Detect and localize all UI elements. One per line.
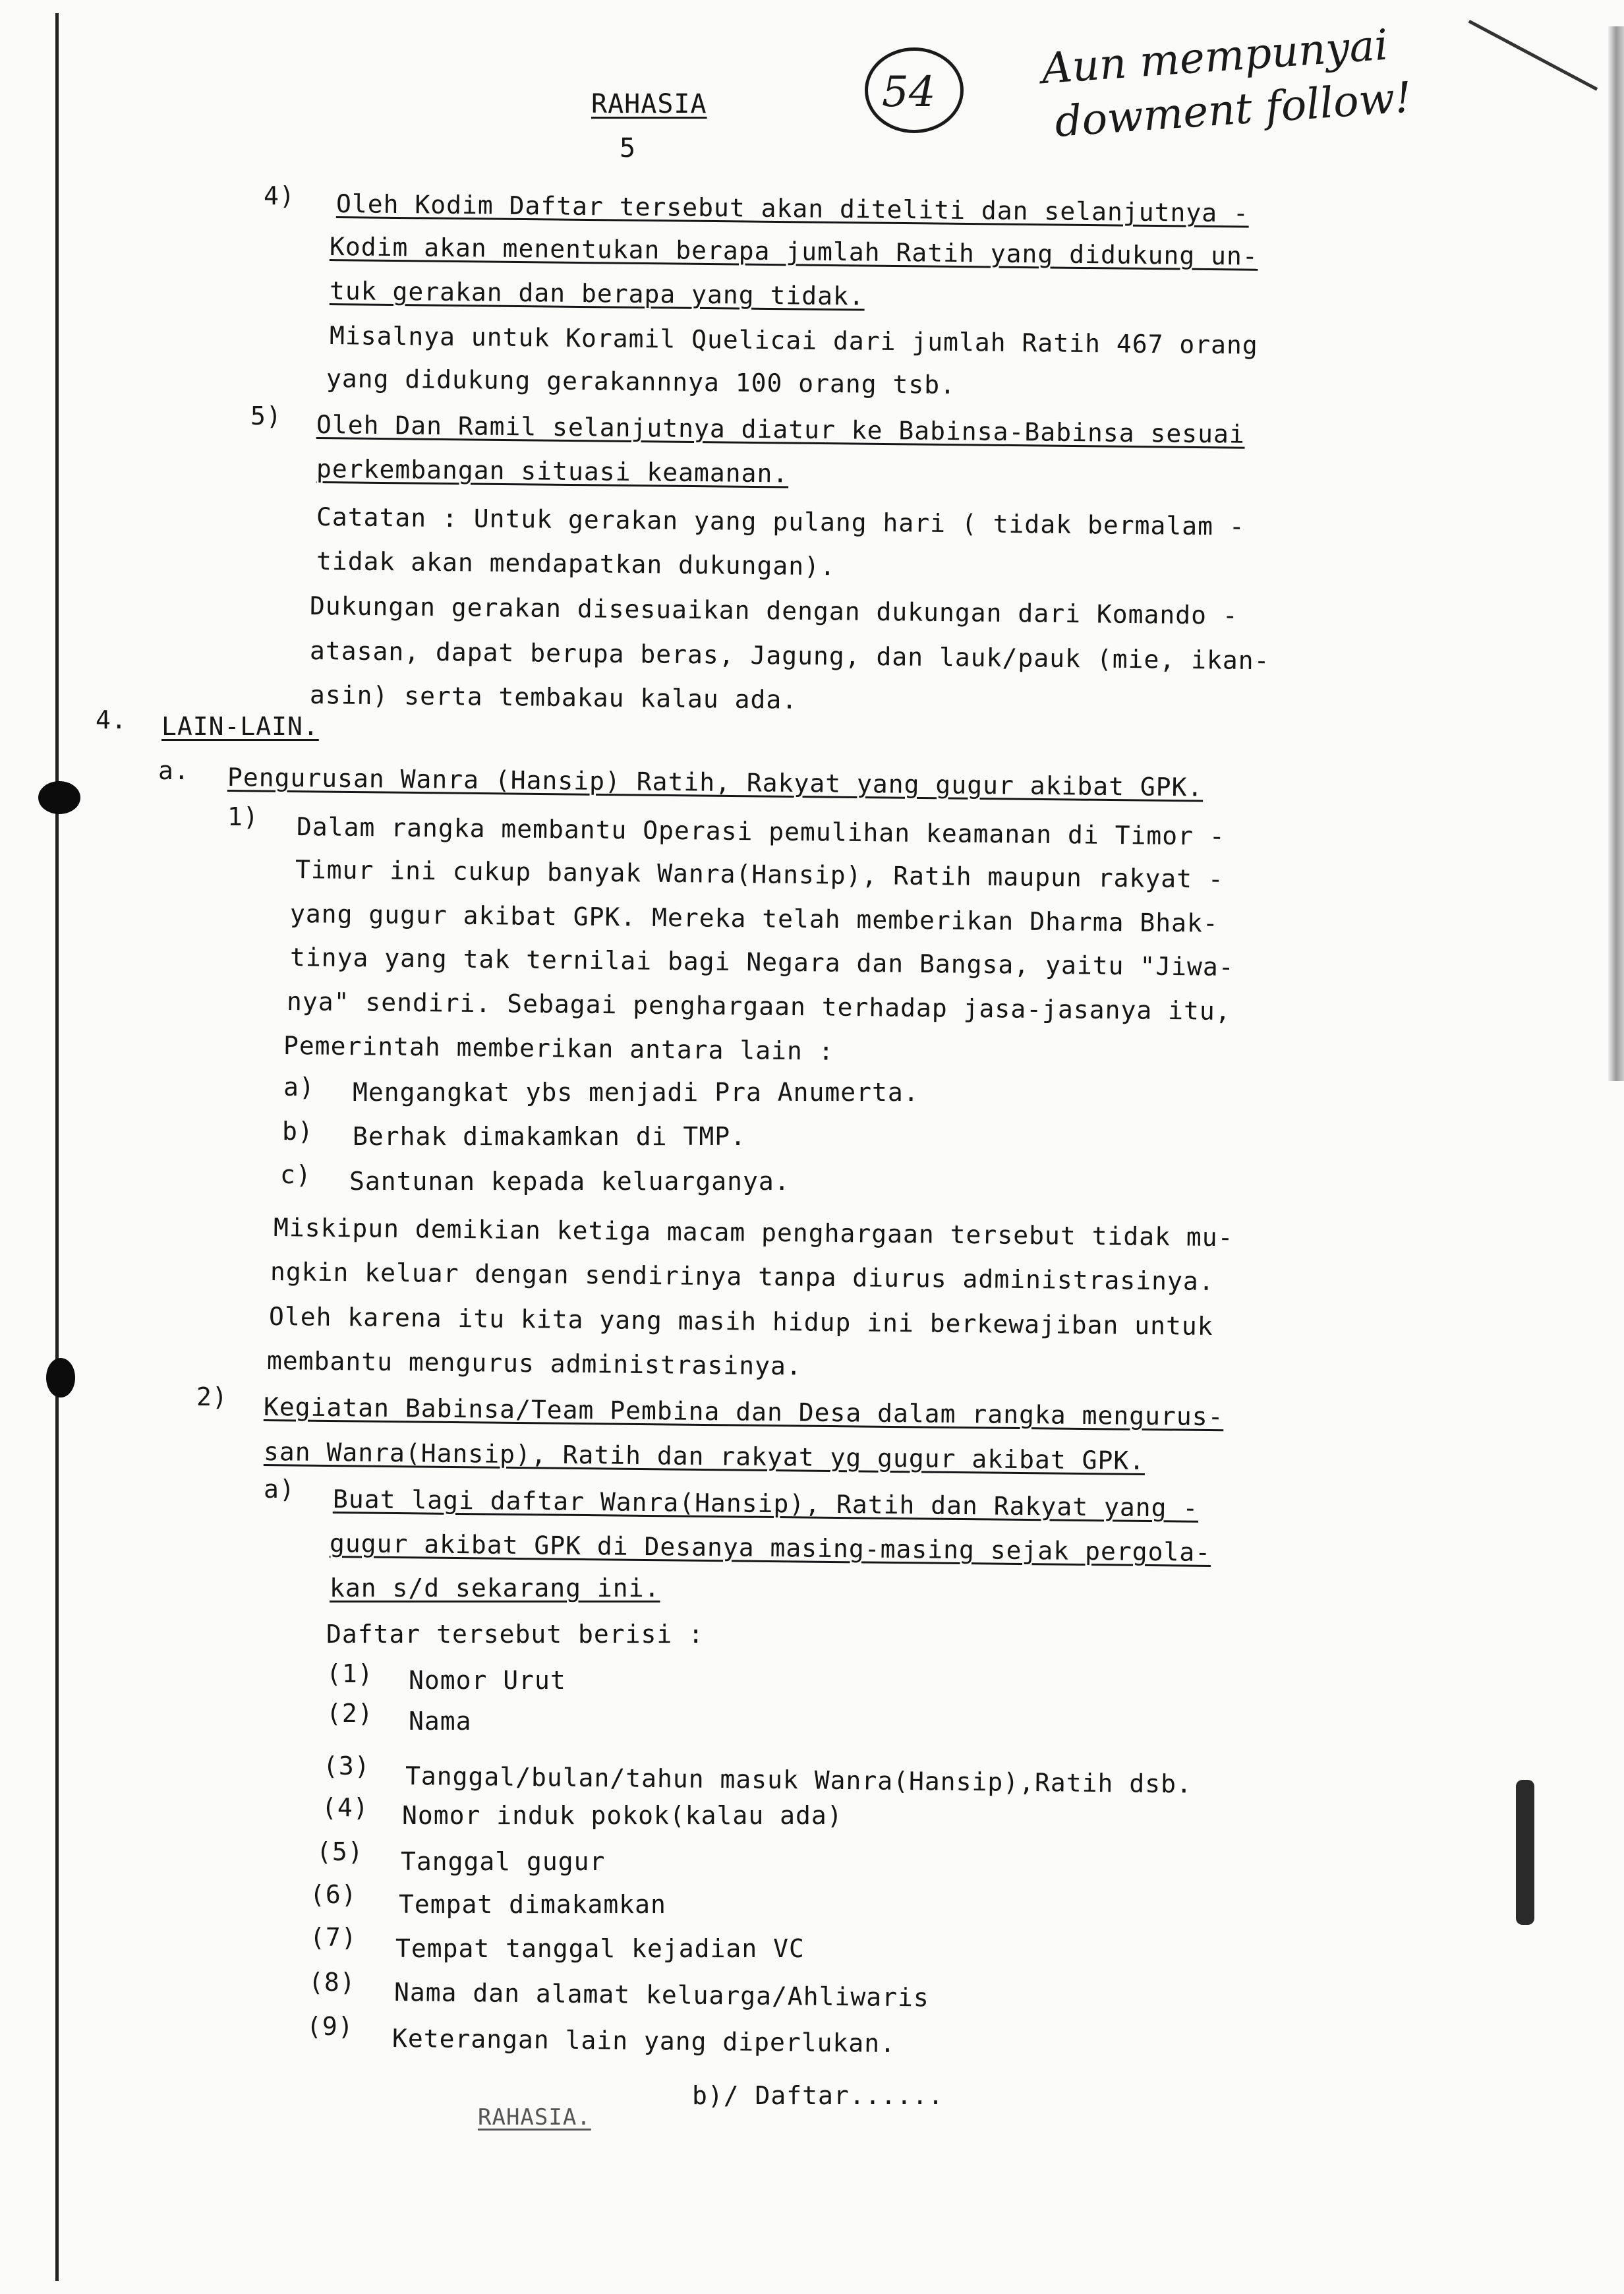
list-text: Tanggal gugur: [401, 1847, 606, 1876]
text-line: Timur ini cukup banyak Wanra(Hansip), Ratih maupun rakyat -: [295, 855, 1224, 894]
subsection-letter: a.: [158, 756, 190, 785]
list-number: (4): [322, 1793, 369, 1822]
list-number: (6): [310, 1880, 357, 1909]
underlined-line: perkembangan situasi keamanan.: [316, 454, 789, 488]
text-line: atasan, dapat berupa beras, Jagung, dan lauk/pauk (mie, ikan-: [309, 636, 1270, 676]
item-number: 4): [264, 181, 295, 210]
handwritten-note-line1: Aun mempunyai: [1040, 20, 1390, 94]
list-number: (2): [326, 1699, 374, 1728]
text-line: Pemerintah memberikan antara lain :: [283, 1031, 834, 1066]
subitem-label: c): [280, 1160, 312, 1189]
text-line: tidak akan mendapatkan dukungan).: [316, 546, 836, 581]
text-line: yang gugur akibat GPK. Mereka telah memberikan Dharma Bhak-: [289, 899, 1219, 938]
list-number: (5): [316, 1837, 364, 1866]
list-text: Keterangan lain yang diperlukan.: [392, 2024, 896, 2059]
underlined-line: Kodim akan menentukan berapa jumlah Ratih yang didukung un-: [329, 232, 1258, 271]
text-line: yang didukung gerakannnya 100 orang tsb.: [326, 364, 956, 400]
text-line: nya" sendiri. Sebagai penghargaan terhadap jasa-jasanya itu,: [286, 987, 1231, 1026]
text-line: Misalnya untuk Koramil Quelicai dari jumlah Ratih 467 orang: [329, 321, 1258, 360]
subitem-text: Berhak dimakamkan di TMP.: [353, 1122, 746, 1151]
item-number: 2): [196, 1382, 228, 1411]
list-number: (7): [310, 1923, 357, 1952]
text-line: membantu mengurus administrasinya.: [266, 1346, 803, 1381]
list-text: Nama dan alamat keluarga/Ahliwaris: [393, 1978, 930, 2013]
subsection-title: Pengurusan Wanra (Hansip) Ratih, Rakyat yang gugur akibat GPK.: [227, 763, 1204, 802]
list-intro: Daftar tersebut berisi :: [326, 1620, 705, 1649]
binding-edge-line: [55, 13, 59, 2281]
text-line: Miskipun demikian ketiga macam penghargaan tersebut tidak mu-: [273, 1213, 1234, 1252]
page-corner-fold: [1468, 20, 1598, 91]
item-number: 1): [227, 802, 259, 831]
text-line: Dalam rangka membantu Operasi pemulihan keamanan di Timor -: [296, 812, 1225, 851]
underlined-line: san Wanra(Hansip), Ratih dan rakyat yg gugur akibat GPK.: [263, 1437, 1146, 1476]
item-number: 5): [250, 401, 282, 430]
page-number: 5: [620, 133, 637, 163]
subitem-label: a): [283, 1073, 315, 1102]
handwritten-note-line2: dowment follow!: [1053, 73, 1414, 147]
list-number: (1): [326, 1659, 374, 1688]
subitem-label: a): [264, 1475, 295, 1504]
underlined-line: kan s/d sekarang ini.: [330, 1573, 660, 1603]
list-number: (9): [306, 2012, 354, 2041]
underlined-line: tuk gerakan dan berapa yang tidak.: [329, 276, 865, 311]
underlined-line: Kegiatan Babinsa/Team Pembina dan Desa dalam rangka mengurus-: [263, 1392, 1224, 1432]
list-number: (3): [323, 1751, 370, 1780]
page-edge-shadow: [1608, 26, 1624, 1081]
text-line: tinya yang tak ternilai bagi Negara dan Bangsa, yaitu "Jiwa-: [289, 943, 1234, 982]
subitem-text: Mengangkat ybs menjadi Pra Anumerta.: [353, 1078, 919, 1107]
list-number: (8): [308, 1968, 356, 1997]
section-title: LAIN-LAIN.: [161, 712, 319, 741]
text-line: asin) serta tembakau kalau ada.: [309, 680, 798, 715]
list-text: Nomor Urut: [409, 1666, 566, 1695]
page-edge-mark: [1516, 1780, 1534, 1925]
list-text: Nomor induk pokok(kalau ada): [402, 1801, 843, 1830]
classification-footer: RAHASIA.: [478, 2104, 591, 2131]
subitem-text: Santunan kepada keluarganya.: [349, 1167, 790, 1196]
list-text: Tanggal/bulan/tahun masuk Wanra(Hansip),Ratih dsb.: [405, 1761, 1193, 1799]
punch-hole-upper: [38, 781, 80, 814]
underlined-line: Oleh Kodim Daftar tersebut akan diteliti dan selanjutnya -: [335, 189, 1250, 228]
text-line: ngkin keluar dengan sendirinya tanpa diurus administrasinya.: [270, 1257, 1215, 1297]
list-text: Tempat dimakamkan: [399, 1890, 666, 1919]
underlined-line: Oleh Dan Ramil selanjutnya diatur ke Babinsa-Babinsa sesuai: [316, 410, 1245, 449]
list-text: Nama: [409, 1707, 472, 1736]
stamp-number: 54: [882, 68, 936, 117]
subitem-label: b): [282, 1117, 314, 1146]
punch-hole-lower: [46, 1358, 75, 1397]
underlined-line: gugur akibat GPK di Desanya masing-masing sejak pergola-: [329, 1529, 1211, 1568]
continuation-marker: b)/ Daftar......: [692, 2081, 944, 2110]
list-text: Tempat tanggal kejadian VC: [395, 1934, 805, 1963]
text-line: Dukungan gerakan disesuaikan dengan dukungan dari Komando -: [309, 591, 1238, 630]
text-line: Catatan : Untuk gerakan yang pulang hari ( tidak bermalam -: [316, 502, 1245, 541]
underlined-line: Buat lagi daftar Wanra(Hansip), Ratih dan Rakyat yang -: [332, 1485, 1199, 1523]
section-number: 4.: [96, 705, 127, 734]
text-line: Oleh karena itu kita yang masih hidup ini berkewajiban untuk: [268, 1302, 1213, 1341]
classification-header: RAHASIA: [591, 89, 707, 119]
